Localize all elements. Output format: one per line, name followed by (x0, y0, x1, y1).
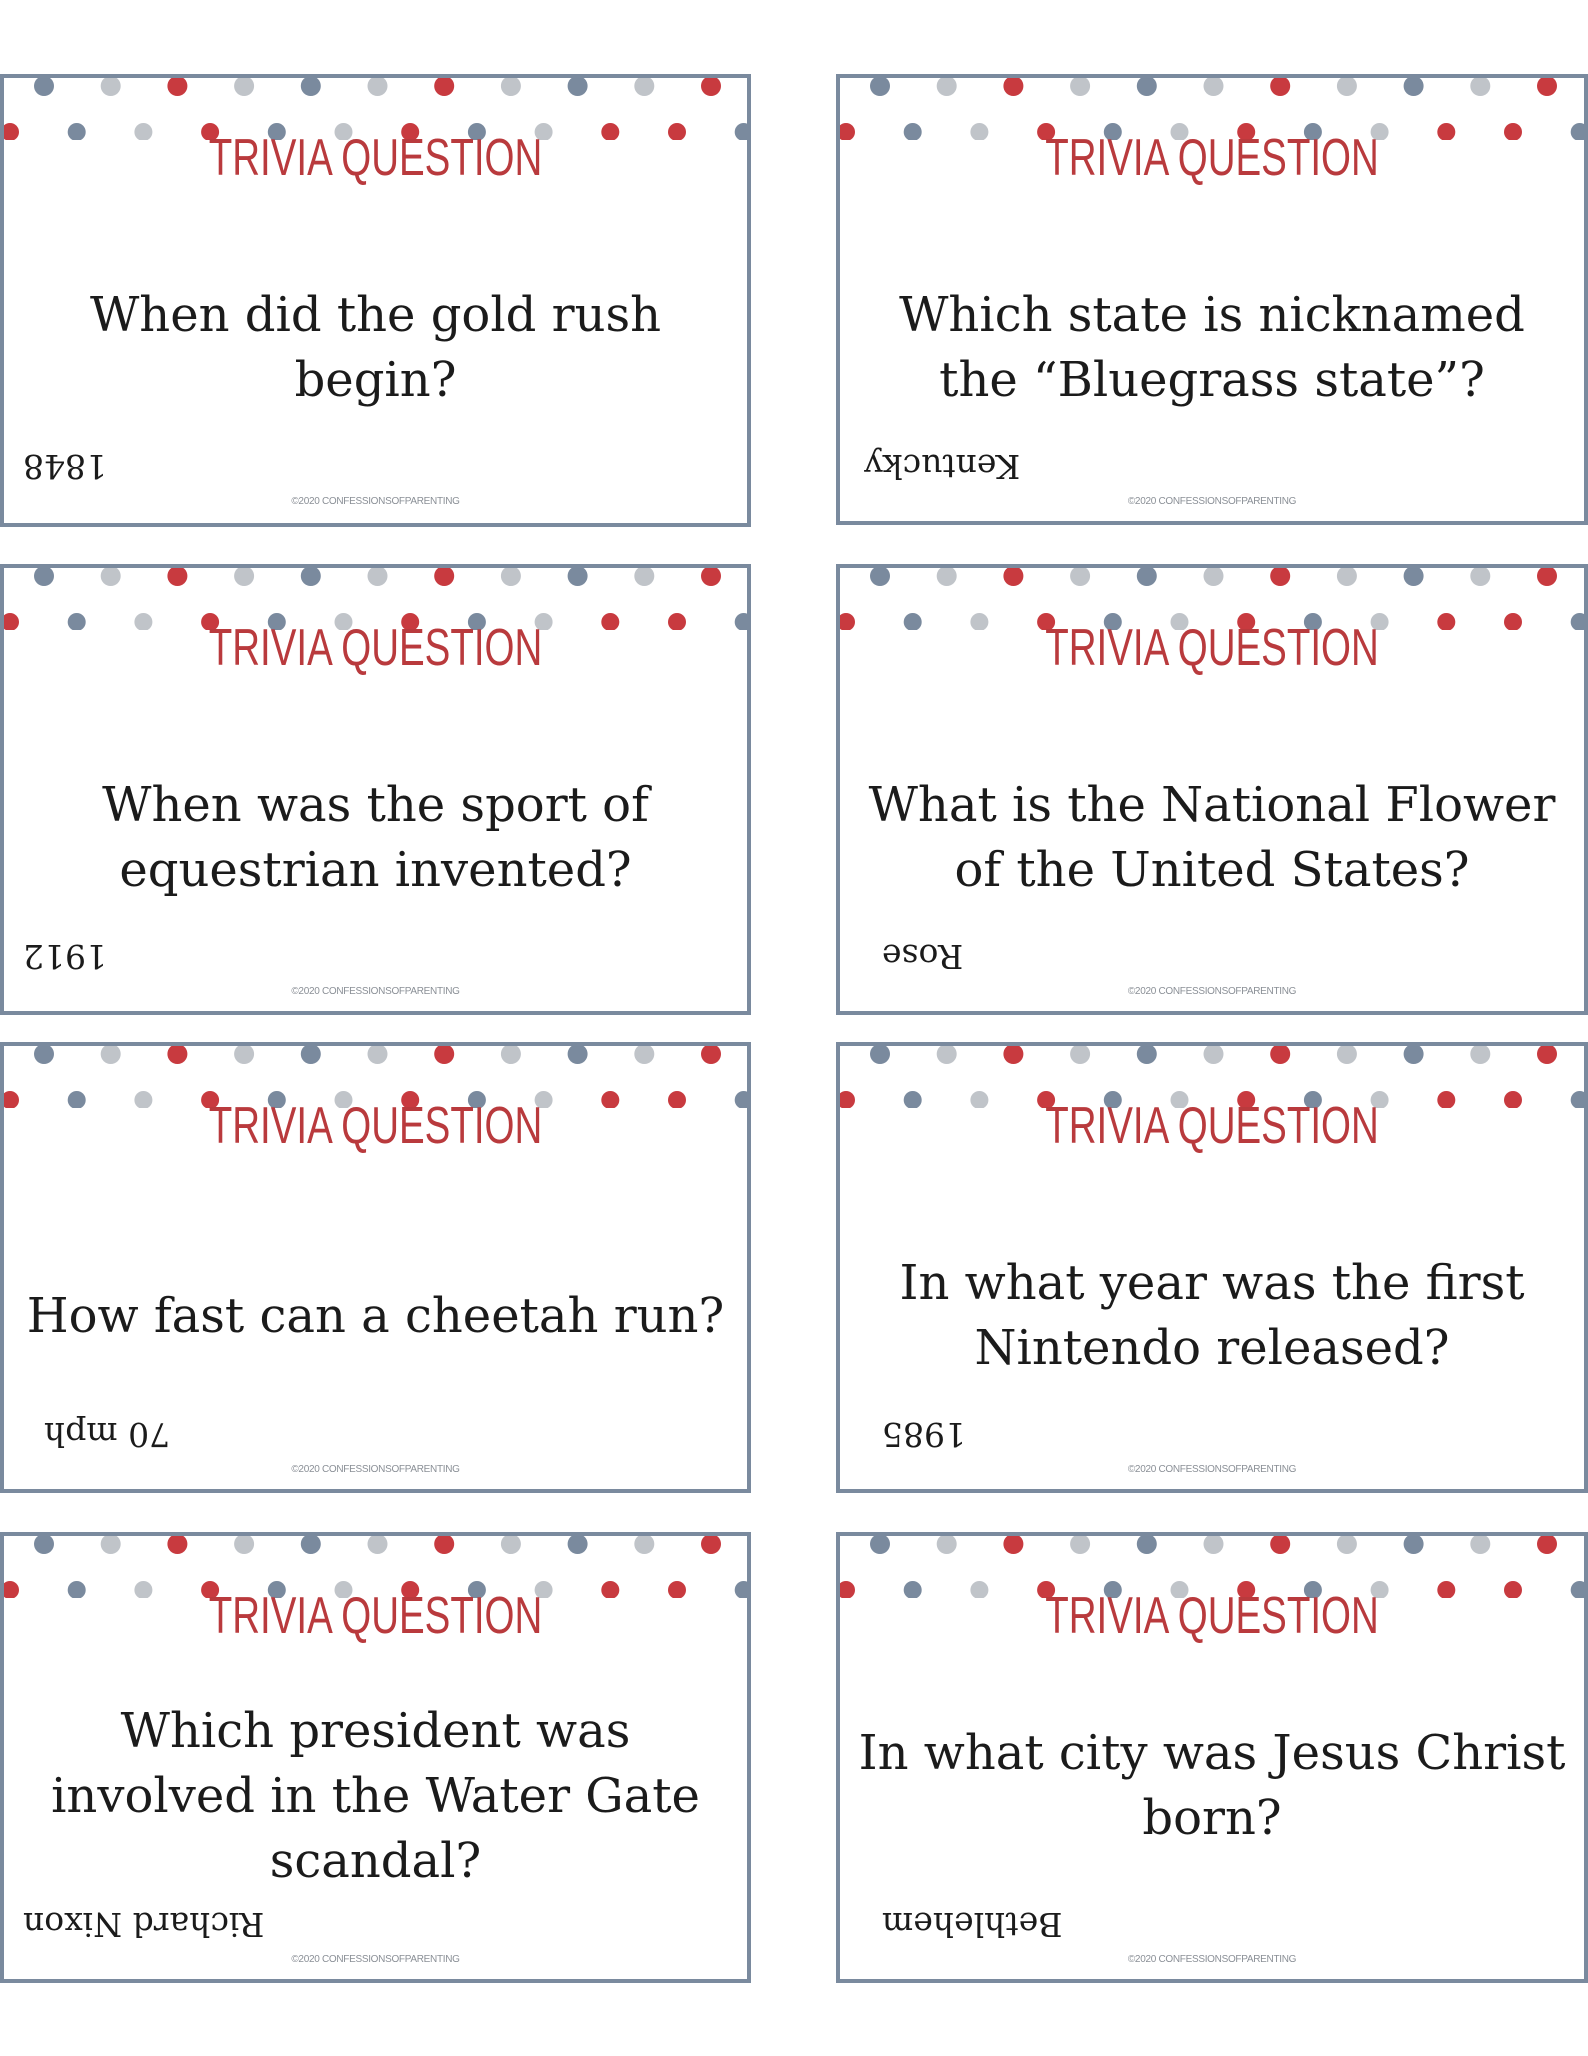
polka-dot (568, 1536, 588, 1554)
answer-text: Richard Nixon (23, 1905, 265, 1944)
polka-dot (1137, 78, 1157, 96)
polka-dot (840, 613, 855, 630)
polka-dot (1404, 1536, 1424, 1554)
polka-dot (434, 568, 454, 586)
polka-dot (668, 1581, 686, 1598)
polka-dot (1537, 1046, 1557, 1064)
polka-dot (1470, 568, 1490, 586)
copyright-text: ©2020 CONFESSIONSOFPARENTING (1127, 1954, 1297, 1965)
polka-dot (1003, 1536, 1023, 1554)
polka-dot (634, 568, 654, 586)
polka-dot (904, 1581, 922, 1598)
polka-dot (167, 1536, 187, 1554)
polka-dot (870, 78, 890, 96)
card-title: TRIVIA QUESTION (208, 619, 543, 677)
polka-dot (34, 568, 54, 586)
question-text: When did the gold rush begin? (89, 287, 662, 408)
polka-dot (568, 1046, 588, 1064)
polka-dot (501, 78, 521, 96)
polka-dot (1404, 1046, 1424, 1064)
polka-dot (1270, 78, 1290, 96)
polka-dot (501, 568, 521, 586)
polka-dot (1470, 1536, 1490, 1554)
polka-dot (68, 1581, 86, 1598)
polka-dot (1571, 1581, 1584, 1598)
card-title: TRIVIA QUESTION (1045, 1587, 1379, 1645)
polka-dot (368, 78, 388, 96)
question-text: When was the sport of equestrian invented? (102, 777, 649, 898)
polka-dot (735, 613, 747, 630)
polka-dot (101, 1046, 121, 1064)
answer-text: 1985 (882, 1415, 966, 1454)
polka-dot (34, 1046, 54, 1064)
polka-dot (1504, 613, 1522, 630)
polka-dot (68, 1091, 86, 1108)
polka-dot (1537, 1536, 1557, 1554)
copyright-text: ©2020 CONFESSIONSOFPARENTING (1127, 496, 1297, 507)
card-title: TRIVIA QUESTION (1045, 1097, 1379, 1155)
polka-dot (434, 1046, 454, 1064)
polka-dot (1070, 1046, 1090, 1064)
polka-dot (1003, 78, 1023, 96)
question-text: What is the National Flower of the United States? (868, 777, 1556, 898)
answer-text: Bethlehem (882, 1905, 1063, 1944)
polka-dot (701, 1536, 721, 1554)
polka-dot (167, 568, 187, 586)
trivia-card (0, 564, 751, 1015)
polka-dot (68, 123, 86, 140)
polka-dot (1204, 1536, 1224, 1554)
answer-text: Kentucky (864, 447, 1021, 486)
polka-dot (735, 1581, 747, 1598)
card-title: TRIVIA QUESTION (1045, 129, 1379, 187)
card-title: TRIVIA QUESTION (208, 1587, 543, 1645)
polka-dot (701, 1046, 721, 1064)
polka-dot (1137, 1536, 1157, 1554)
polka-dot (1571, 613, 1584, 630)
polka-dot (4, 123, 19, 140)
polka-dot (434, 78, 454, 96)
polka-dot (34, 1536, 54, 1554)
polka-dot (870, 1046, 890, 1064)
copyright-text: ©2020 CONFESSIONSOFPARENTING (291, 1464, 460, 1475)
copyright-text: ©2020 CONFESSIONSOFPARENTING (1127, 986, 1297, 997)
question-text: Which president was involved in the Water Gate scandal? (51, 1702, 700, 1889)
polka-dot (1070, 1536, 1090, 1554)
polka-dot (368, 1536, 388, 1554)
card-title: TRIVIA QUESTION (1045, 619, 1379, 677)
polka-dot (1404, 568, 1424, 586)
polka-dot (101, 78, 121, 96)
polka-dot (735, 123, 747, 140)
polka-dot (1470, 1046, 1490, 1064)
polka-dot (4, 1581, 19, 1598)
answer-text: 1912 (23, 937, 107, 976)
question-text: How fast can a cheetah run? (26, 1287, 725, 1344)
polka-dot (1270, 1046, 1290, 1064)
polka-dot (167, 1046, 187, 1064)
polka-dot (1204, 1046, 1224, 1064)
copyright-text: ©2020 CONFESSIONSOFPARENTING (1127, 1464, 1297, 1475)
polka-dot (1204, 78, 1224, 96)
polka-dot (668, 1091, 686, 1108)
polka-dot (1337, 78, 1357, 96)
answer-text: 70 mph (44, 1415, 171, 1454)
polka-dot (101, 1536, 121, 1554)
polka-dot (501, 1536, 521, 1554)
polka-dot (234, 1046, 254, 1064)
polka-dot (634, 1046, 654, 1064)
polka-dot (904, 613, 922, 630)
polka-dot (301, 568, 321, 586)
polka-dot (301, 78, 321, 96)
polka-dot (937, 1536, 957, 1554)
polka-dot (1204, 568, 1224, 586)
polka-dot (101, 568, 121, 586)
polka-dot (1470, 78, 1490, 96)
polka-dot (1270, 1536, 1290, 1554)
trivia-card (0, 1532, 751, 1983)
polka-dot (668, 123, 686, 140)
answer-text: Rose (882, 937, 964, 976)
trivia-card (836, 1042, 1588, 1493)
polka-dot (1504, 1581, 1522, 1598)
polka-dot (1571, 1091, 1584, 1108)
question-text: In what year was the first Nintendo released? (899, 1255, 1525, 1376)
polka-dot (68, 613, 86, 630)
card-title: TRIVIA QUESTION (208, 1097, 543, 1155)
trivia-card (836, 1532, 1588, 1983)
polka-dot (870, 1536, 890, 1554)
trivia-card (0, 1042, 751, 1493)
polka-dot (1337, 1046, 1357, 1064)
polka-dot (634, 78, 654, 96)
polka-dot (1070, 568, 1090, 586)
polka-dot (937, 568, 957, 586)
polka-dot (234, 1536, 254, 1554)
polka-dot (1270, 568, 1290, 586)
question-text: In what city was Jesus Christ born? (858, 1725, 1566, 1846)
trivia-card (836, 74, 1588, 525)
polka-dot (904, 123, 922, 140)
polka-dot (568, 78, 588, 96)
polka-dot (870, 568, 890, 586)
polka-dot (1504, 123, 1522, 140)
polka-dot (568, 568, 588, 586)
polka-dot (701, 78, 721, 96)
polka-dot (34, 78, 54, 96)
polka-dot (634, 1536, 654, 1554)
polka-dot (1070, 78, 1090, 96)
polka-dot (840, 1581, 855, 1598)
polka-dot (668, 613, 686, 630)
polka-dot (904, 1091, 922, 1108)
polka-dot (234, 78, 254, 96)
card-title: TRIVIA QUESTION (208, 129, 543, 187)
trivia-card (836, 564, 1588, 1015)
polka-dot (937, 1046, 957, 1064)
polka-dot (735, 1091, 747, 1108)
polka-dot (301, 1046, 321, 1064)
polka-dot (1337, 1536, 1357, 1554)
polka-dot (840, 1091, 855, 1108)
polka-dot (1504, 1091, 1522, 1108)
polka-dot (434, 1536, 454, 1554)
polka-dot (501, 1046, 521, 1064)
polka-dot (1137, 1046, 1157, 1064)
polka-dot (701, 568, 721, 586)
question-text: Which state is nicknamed the “Bluegrass state”? (899, 287, 1525, 408)
copyright-text: ©2020 CONFESSIONSOFPARENTING (291, 496, 460, 507)
polka-dot (840, 123, 855, 140)
polka-dot (1003, 568, 1023, 586)
polka-dot (1003, 1046, 1023, 1064)
polka-dot (1537, 78, 1557, 96)
polka-dot (4, 613, 19, 630)
polka-dot (1404, 78, 1424, 96)
polka-dot (1571, 123, 1584, 140)
copyright-text: ©2020 CONFESSIONSOFPARENTING (291, 1954, 460, 1965)
polka-dot (1537, 568, 1557, 586)
polka-dot (167, 78, 187, 96)
polka-dot (234, 568, 254, 586)
polka-dot (937, 78, 957, 96)
answer-text: 1848 (23, 447, 107, 486)
polka-dot (368, 568, 388, 586)
polka-dot (1137, 568, 1157, 586)
copyright-text: ©2020 CONFESSIONSOFPARENTING (291, 986, 460, 997)
polka-dot (301, 1536, 321, 1554)
polka-dot (1337, 568, 1357, 586)
polka-dot (368, 1046, 388, 1064)
trivia-card (0, 74, 751, 527)
polka-dot (4, 1091, 19, 1108)
